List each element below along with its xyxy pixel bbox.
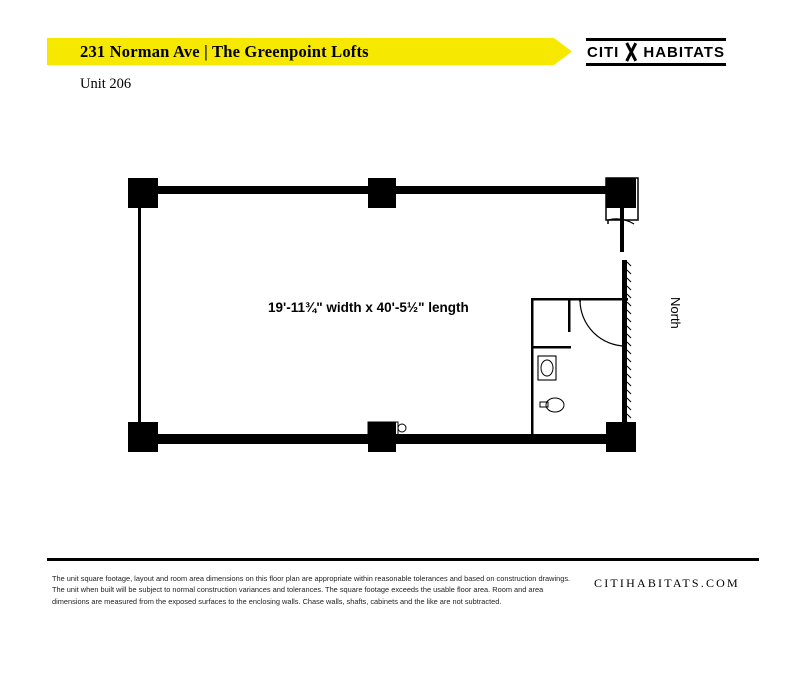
citi-habitats-logo	[586, 38, 726, 66]
wall-left	[138, 190, 141, 438]
unit-label: Unit 206	[80, 76, 132, 92]
column-top-right	[606, 178, 636, 208]
interior-door-swing	[580, 300, 626, 346]
x-cross-icon	[621, 42, 641, 62]
partition-bath-left	[531, 298, 534, 434]
wall-hatch	[627, 262, 631, 434]
dimension-label: 19'-11¾" width x 40'-5½" length	[268, 300, 469, 315]
sink-basin	[541, 360, 553, 376]
column-bottom-left	[128, 422, 158, 452]
toilet-bowl	[546, 398, 564, 412]
footer-divider	[47, 558, 759, 561]
column-top-mid	[368, 178, 396, 208]
column-bottom-mid	[368, 422, 396, 452]
logo-left-word: CITI	[587, 43, 620, 61]
disclaimer-text: The unit square footage, layout and room area dimensions on this floor plan are appropriate within reasonable tolerances and based on construction drawings. The unit when built will be subject to normal construction variances and tolerances. The square footage exceeds the usable floor area. Room and area dimensions are measured from the exposed surfaces to the enclosing walls. Chase walls, shafts, cabinets and the like are not subtracted.	[52, 574, 571, 606]
kitchen-sink-icon	[398, 424, 406, 432]
column-top-left	[128, 178, 158, 208]
floorplan-drawing	[110, 150, 690, 480]
page-title: 231 Norman Ave | The Greenpoint Lofts	[80, 42, 369, 61]
logo-right-word: HABITATS	[643, 43, 725, 61]
website-url: CITIHABITATS.COM	[594, 576, 740, 590]
partition-closet	[568, 298, 571, 332]
header-banner	[47, 38, 572, 65]
wall-right-lower	[622, 260, 627, 435]
north-orientation-label: North	[668, 297, 683, 329]
logo-text	[587, 42, 725, 62]
column-bottom-right	[606, 422, 636, 452]
partition-bath-mid	[531, 346, 571, 349]
